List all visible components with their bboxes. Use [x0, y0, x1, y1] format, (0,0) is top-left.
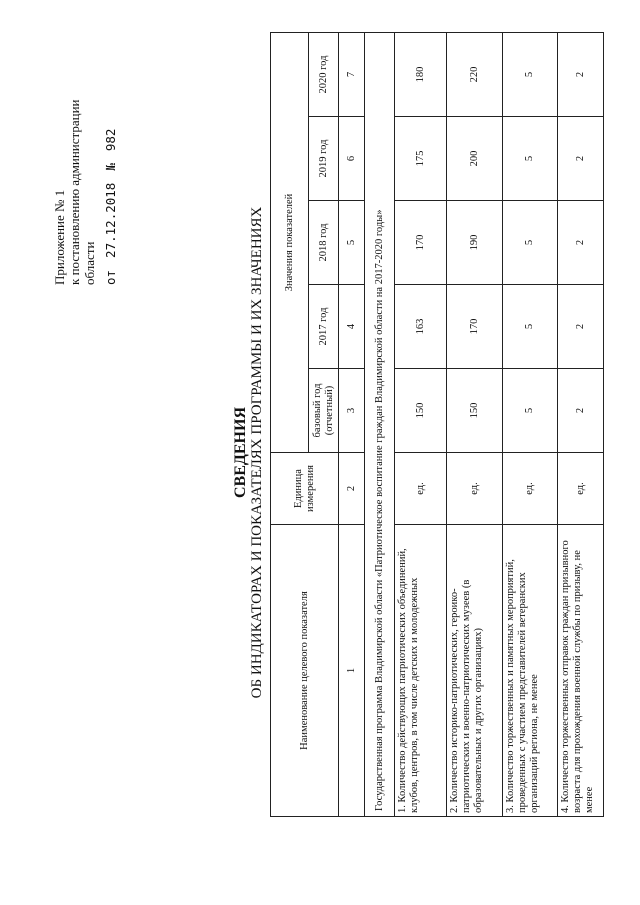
- column-number: 1: [339, 525, 365, 817]
- value-2018: 190: [447, 201, 503, 285]
- table-row: [558, 33, 604, 817]
- program-title: Государственная программа Владимирской области «Патриотическое воспитание граждан Владимирской области на 2017-2020 годы»: [365, 33, 395, 817]
- appendix-line-2: к постановлению администрации: [67, 99, 82, 285]
- value-base: 5: [503, 369, 558, 453]
- column-number: 4: [339, 285, 365, 369]
- value-2020: 220: [447, 33, 503, 117]
- value-2019: 175: [395, 117, 447, 201]
- title-heading: СВЕДЕНИЯ: [232, 406, 249, 499]
- value-2020: 180: [395, 33, 447, 117]
- header-name: Наименование целевого показателя: [271, 525, 339, 817]
- appendix-date-line: [103, 55, 118, 285]
- value-2018: 170: [395, 201, 447, 285]
- table-row: [503, 33, 558, 817]
- value-base: 150: [447, 369, 503, 453]
- appendix-date: 27.12.2018: [103, 182, 118, 258]
- value-2018: 2: [558, 201, 604, 285]
- column-number: 6: [339, 117, 365, 201]
- header-2020: 2020 год: [309, 33, 339, 117]
- indicator-unit: ед.: [503, 453, 558, 525]
- date-prefix: от: [103, 269, 118, 285]
- header-unit: Единица измерения: [271, 453, 339, 525]
- appendix-line-3: области: [82, 241, 97, 285]
- column-number: 2: [339, 453, 365, 525]
- value-2018: 5: [503, 201, 558, 285]
- indicator-name: 2. Количество историко-патриотических, героико-патриотических и военно-патриотических музеев (в образовательных и других организациях): [447, 525, 503, 817]
- indicator-name: 4. Количество торжественных отправок граждан призывного возраста для прохождения военной службы по призыву, не менее: [558, 525, 604, 817]
- value-2019: 200: [447, 117, 503, 201]
- column-number-row: [339, 33, 365, 817]
- value-base: 2: [558, 369, 604, 453]
- indicator-unit: ед.: [447, 453, 503, 525]
- table-row: [395, 33, 447, 817]
- value-2020: 2: [558, 33, 604, 117]
- header-values-group: Значения показателей: [271, 33, 309, 453]
- value-2019: 2: [558, 117, 604, 201]
- value-2017: 5: [503, 285, 558, 369]
- header-2018: 2018 год: [309, 201, 339, 285]
- appendix-number: 982: [103, 128, 118, 152]
- appendix-title: Приложение № 1: [52, 189, 67, 285]
- appendix-block: [52, 55, 118, 285]
- header-2019: 2019 год: [309, 117, 339, 201]
- indicator-name: 1. Количество действующих патриотических объединений, клубов, центров, в том числе детских и молодежных: [395, 525, 447, 817]
- value-2017: 2: [558, 285, 604, 369]
- header-base-year: базовый год (отчетный): [309, 369, 339, 453]
- header-row-1: [271, 33, 309, 817]
- value-2017: 170: [447, 285, 503, 369]
- number-prefix: №: [103, 163, 118, 171]
- indicators-table: [270, 32, 604, 817]
- column-number: 5: [339, 201, 365, 285]
- title-subheading: ОБ ИНДИКАТОРАХ И ПОКАЗАТЕЛЯХ ПРОГРАММЫ И ИХ ЗНАЧЕНИЯХ: [249, 206, 265, 699]
- value-2017: 163: [395, 285, 447, 369]
- table-row: [447, 33, 503, 817]
- column-number: 3: [339, 369, 365, 453]
- indicator-unit: ед.: [558, 453, 604, 525]
- column-number: 7: [339, 33, 365, 117]
- header-2017: 2017 год: [309, 285, 339, 369]
- indicator-unit: ед.: [395, 453, 447, 525]
- value-2020: 5: [503, 33, 558, 117]
- value-base: 150: [395, 369, 447, 453]
- value-2019: 5: [503, 117, 558, 201]
- program-row: [365, 33, 395, 817]
- document-title: [232, 0, 266, 905]
- indicator-name: 3. Количество торжественных и памятных мероприятий, проведенных с участием представителей ветеранских организаций региона, не менее: [503, 525, 558, 817]
